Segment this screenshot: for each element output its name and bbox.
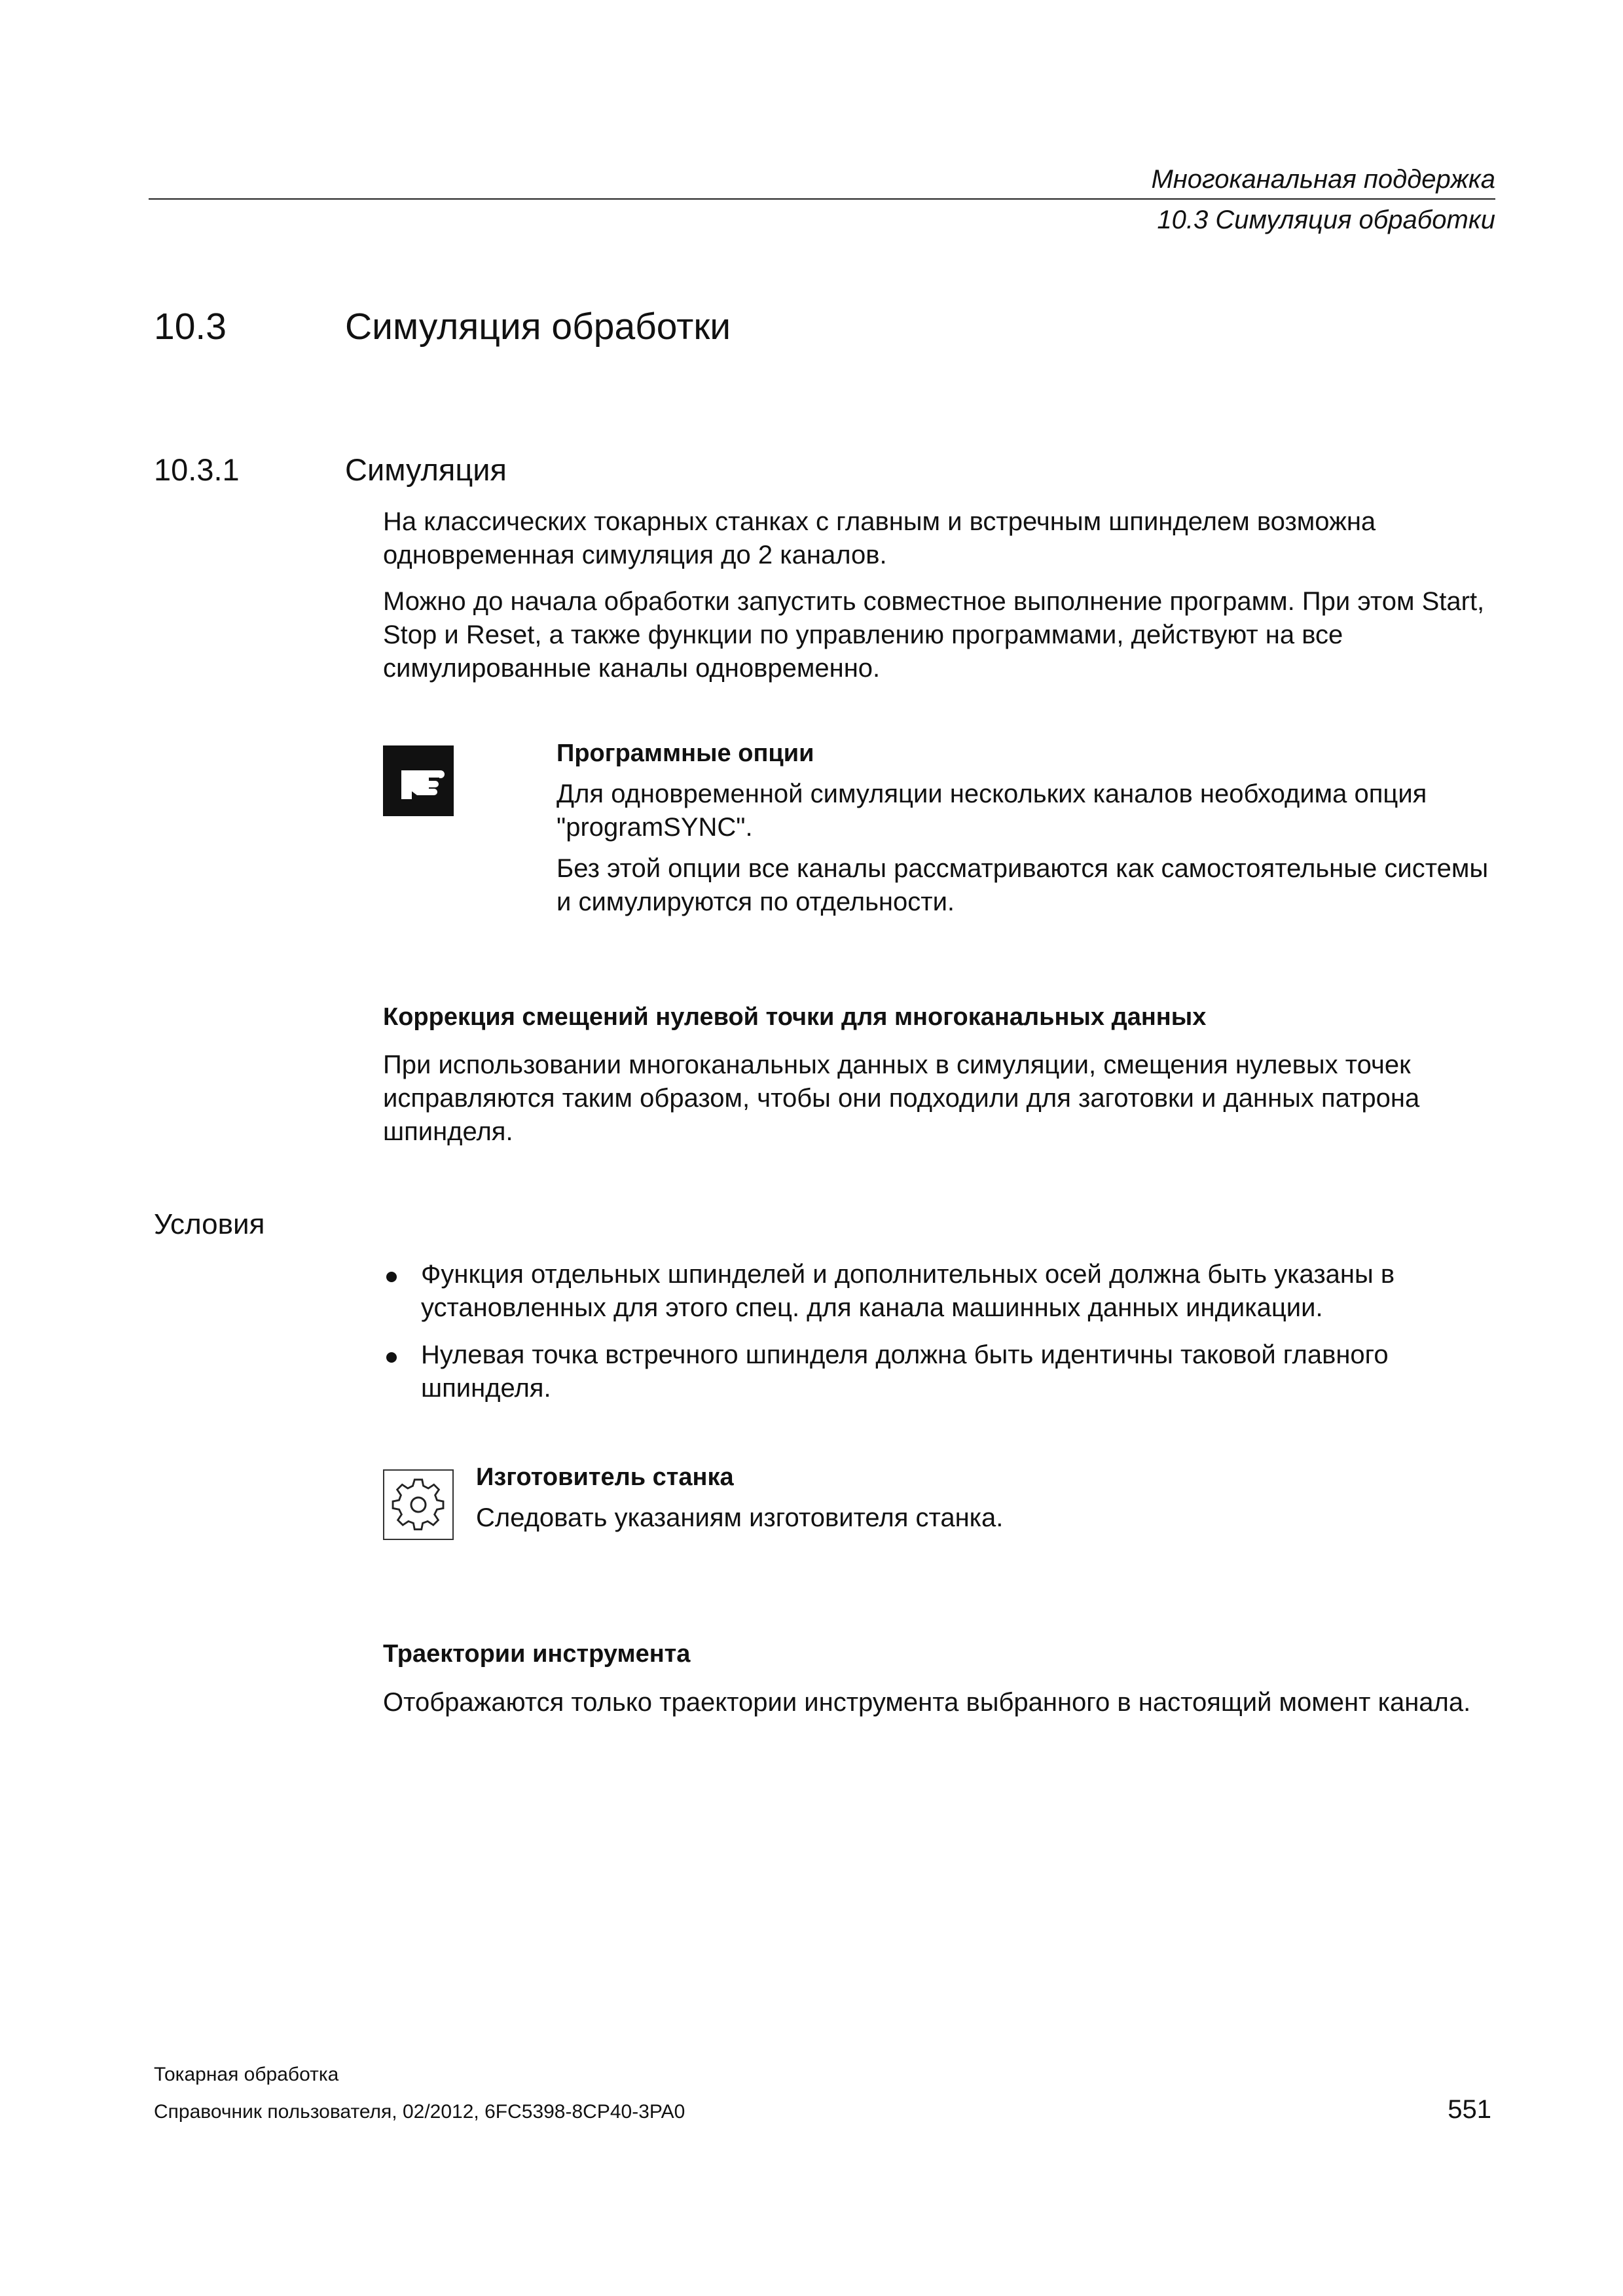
subsection-title: Симуляция — [345, 452, 507, 487]
footer-document-info: Справочник пользователя, 02/2012, 6FC5398-8CP40-3PA0 — [154, 2101, 685, 2123]
intro-paragraph-2: Можно до начала обработки запустить совместное выполнение программ. При этом Start, Stop и Reset, а также функции по управлению программами, действуют на все симулированные каналы одновременно. — [383, 587, 1485, 683]
pointing-hand-icon — [383, 745, 454, 816]
header-rule — [149, 198, 1495, 200]
condition-bullet-1: Функция отдельных шпинделей и дополнительных осей должна быть указаны в установленных для этого спец. для канала машинных данных индикации. — [421, 1260, 1395, 1322]
section-title: Симуляция обработки — [345, 306, 731, 348]
zero-offset-title: Коррекция смещений нулевой точки для многоканальных данных — [383, 1003, 1207, 1031]
manufacturer-text: Следовать указаниям изготовителя станка. — [476, 1503, 1004, 1532]
intro-paragraph-1: На классических токарных станках с главным и встречным шпинделем возможна одновременная симуляция до 2 каналов. — [383, 507, 1376, 569]
software-option-paragraph-1: Для одновременной симуляции нескольких каналов необходима опция "programSYNC". — [556, 780, 1427, 842]
bullet-dot — [386, 1272, 397, 1282]
software-option-paragraph-2: Без этой опции все каналы рассматриваются как самостоятельные системы и симулируются по отдельности. — [556, 854, 1489, 916]
zero-offset-text: При использовании многоканальных данных в симуляции, смещения нулевых точек исправляются таким образом, чтобы они подходили для заготовки и данных патрона шпинделя. — [383, 1050, 1420, 1146]
tool-paths-text: Отображаются только траектории инструмента выбранного в настоящий момент канала. — [383, 1688, 1471, 1717]
section-number: 10.3 — [154, 306, 227, 348]
conditions-title: Условия — [154, 1208, 265, 1240]
tool-paths-title: Траектории инструмента — [383, 1640, 691, 1668]
bullet-dot — [386, 1352, 397, 1363]
running-header-section: 10.3 Симуляция обработки — [1157, 206, 1495, 234]
manufacturer-title: Изготовитель станка — [476, 1463, 734, 1491]
software-option-title: Программные опции — [556, 740, 814, 767]
condition-bullet-2: Нулевая точка встречного шпинделя должна быть идентичны таковой главного шпинделя. — [421, 1340, 1389, 1403]
footer-document-title: Токарная обработка — [154, 2064, 339, 2085]
running-header-chapter: Многоканальная поддержка — [1151, 165, 1495, 194]
gear-icon — [383, 1469, 454, 1540]
subsection-number: 10.3.1 — [154, 452, 240, 487]
page-number: 551 — [1448, 2095, 1491, 2124]
